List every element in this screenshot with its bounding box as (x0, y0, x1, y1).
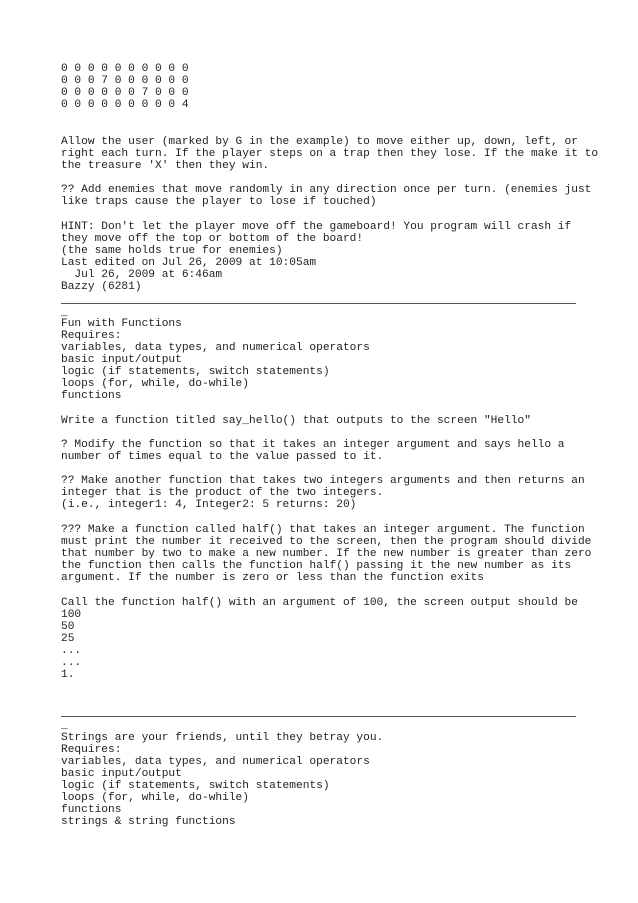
functions-requires-line: logic (if statements, switch statements) (61, 366, 330, 378)
functions-task-4-line: ??? Make a function called half() that takes an integer argument. The function (61, 524, 585, 536)
hint-line: (the same holds true for enemies) (61, 245, 283, 257)
functions-task-4-line: must print the number it received to the screen, then the program should divide (61, 536, 592, 548)
section-marker: _ (61, 720, 68, 732)
last-edited: Last edited on Jul 26, 2009 at 10:05am (61, 257, 317, 269)
author: Bazzy (6281) (61, 281, 142, 293)
functions-task-4-line: that number by two to make a new number. If the new number is greater than zero (61, 548, 592, 560)
grid-row: 0 0 0 0 0 0 0 0 0 4 (61, 99, 189, 111)
functions-task-3-line: (i.e., integer1: 4, Integer2: 5 returns: 20) (61, 499, 357, 511)
game-instructions-line: Allow the user (marked by G in the example) to move either up, down, left, or (61, 136, 578, 148)
last-edited-secondary: Jul 26, 2009 at 6:46am (61, 269, 223, 281)
strings-requires-line: variables, data types, and numerical operators (61, 756, 370, 768)
output-line: ... (61, 645, 82, 657)
strings-requires-line: strings & string functions (61, 816, 236, 828)
functions-task-5: Call the function half() with an argument of 100, the screen output should be (61, 597, 578, 609)
output-line: 50 (61, 621, 75, 633)
grid-row: 0 0 0 7 0 0 0 0 0 0 (61, 75, 189, 87)
section-divider (61, 303, 576, 304)
functions-requires-line: basic input/output (61, 354, 182, 366)
functions-requires-line: functions (61, 390, 122, 402)
section-marker: _ (61, 307, 68, 319)
game-instructions-line: right each turn. If the player steps on a trap then they lose. If the make it to (61, 148, 599, 160)
output-line: ... (61, 657, 82, 669)
strings-requires-line: logic (if statements, switch statements) (61, 780, 330, 792)
functions-task-4-line: argument. If the number is zero or less than the function exits (61, 572, 484, 584)
functions-requires-line: loops (for, while, do-while) (61, 378, 249, 390)
hint-line: they move off the top or bottom of the board! (61, 233, 364, 245)
enemies-task-line: ?? Add enemies that move randomly in any direction once per turn. (enemies just (61, 184, 592, 196)
enemies-task-line: like traps cause the player to lose if touched) (61, 196, 377, 208)
game-instructions-line: the treasure 'X' then they win. (61, 160, 270, 172)
functions-task-3-line: ?? Make another function that takes two integers arguments and then returns an (61, 475, 585, 487)
strings-requires-line: functions (61, 804, 122, 816)
strings-requires-line: Requires: (61, 744, 122, 756)
strings-requires-line: loops (for, while, do-while) (61, 792, 249, 804)
section-divider (61, 716, 576, 717)
functions-requires-line: variables, data types, and numerical operators (61, 342, 370, 354)
functions-task-2-line: number of times equal to the value passed to it. (61, 451, 384, 463)
grid-row: 0 0 0 0 0 0 7 0 0 0 (61, 87, 189, 99)
output-line: 25 (61, 633, 75, 645)
functions-task-4-line: the function then calls the function half() passing it the new number as its (61, 560, 572, 572)
functions-task-3-line: integer that is the product of the two integers. (61, 487, 384, 499)
strings-title: Strings are your friends, until they betray you. (61, 732, 384, 744)
grid-row: 0 0 0 0 0 0 0 0 0 0 (61, 63, 189, 75)
strings-requires-line: basic input/output (61, 768, 182, 780)
output-line: 1. (61, 669, 75, 681)
output-line: 100 (61, 609, 82, 621)
functions-title: Fun with Functions (61, 318, 182, 330)
functions-task-1: Write a function titled say_hello() that outputs to the screen "Hello" (61, 415, 531, 427)
hint-line: HINT: Don't let the player move off the gameboard! You program will crash if (61, 221, 572, 233)
functions-task-2-line: ? Modify the function so that it takes an integer argument and says hello a (61, 439, 565, 451)
functions-requires-line: Requires: (61, 330, 122, 342)
